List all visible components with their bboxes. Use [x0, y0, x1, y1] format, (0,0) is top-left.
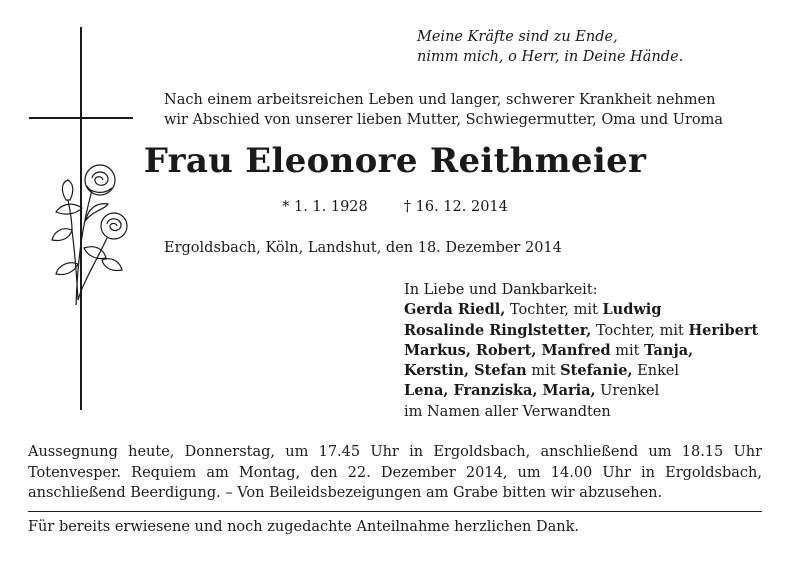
family-relation: Enkel [632, 363, 680, 380]
poem [417, 27, 683, 67]
family-name: Kerstin, Stefan [404, 362, 527, 380]
family-relation: Tochter, mit [505, 302, 603, 319]
family-relation: mit [526, 363, 561, 380]
family-name: Markus, Robert, Manfred [404, 341, 611, 359]
family-lines [404, 300, 758, 401]
family-footer: im Namen aller Verwandten [404, 403, 611, 420]
deceased-name: Frau Eleonore Reithmeier [143, 141, 647, 181]
divider [28, 511, 762, 512]
family-name: Stefanie, [560, 362, 633, 380]
death-date: † 16. 12. 2014 [403, 199, 508, 215]
life-dates [0, 199, 790, 215]
family-line [404, 341, 758, 361]
family-heading: In Liebe und Dankbarkeit: [404, 282, 598, 298]
poem-line: nimm mich, o Herr, in Deine Hände. [417, 49, 684, 65]
thanks-line: Für bereits erwiesene und noch zugedachte Anteilnahme herzlichen Dank. [28, 519, 579, 535]
family-line [404, 321, 758, 341]
family-name: Gerda Riedl, [404, 301, 506, 319]
roses-icon [42, 160, 132, 310]
family-name: Lena, Franziska, Maria, [404, 382, 596, 400]
place-and-date: Ergoldsbach, Köln, Landshut, den 18. Dezember 2014 [164, 240, 562, 256]
family-relation: mit [610, 342, 645, 359]
family-block [404, 280, 758, 422]
family-name: Rosalinde Ringlstetter, [404, 321, 592, 339]
cross-horizontal-beam [29, 117, 133, 119]
intro-text [164, 90, 723, 130]
intro-line: wir Abschied von unserer lieben Mutter, Schwiegermutter, Oma und Uroma [164, 112, 724, 128]
family-line [404, 300, 758, 320]
family-name: Heribert [688, 321, 759, 339]
family-relation: Tochter, mit [591, 322, 689, 339]
family-line [404, 361, 758, 381]
family-relation: Urenkel [595, 383, 660, 400]
birth-date: * 1. 1. 1928 [282, 199, 368, 215]
family-name: Tanja, [644, 341, 694, 359]
poem-line: Meine Kräfte sind zu Ende, [417, 29, 618, 45]
family-name: Ludwig [602, 301, 662, 319]
funeral-info: Aussegnung heute, Donnerstag, um 17.45 Uhr in Ergoldsbach, anschließend um 18.15 Uhr Totenvesper. Requiem am Montag, den 22. Dezember 2014, um 14.00 Uhr in Ergoldsbach, anschließend Beerdigung. – Von Beileidsbezeigungen am Grabe bitten wir abzusehen. [28, 444, 762, 501]
intro-line: Nach einem arbeitsreichen Leben und langer, schwerer Krankheit nehmen [164, 92, 716, 108]
family-line [404, 381, 758, 401]
